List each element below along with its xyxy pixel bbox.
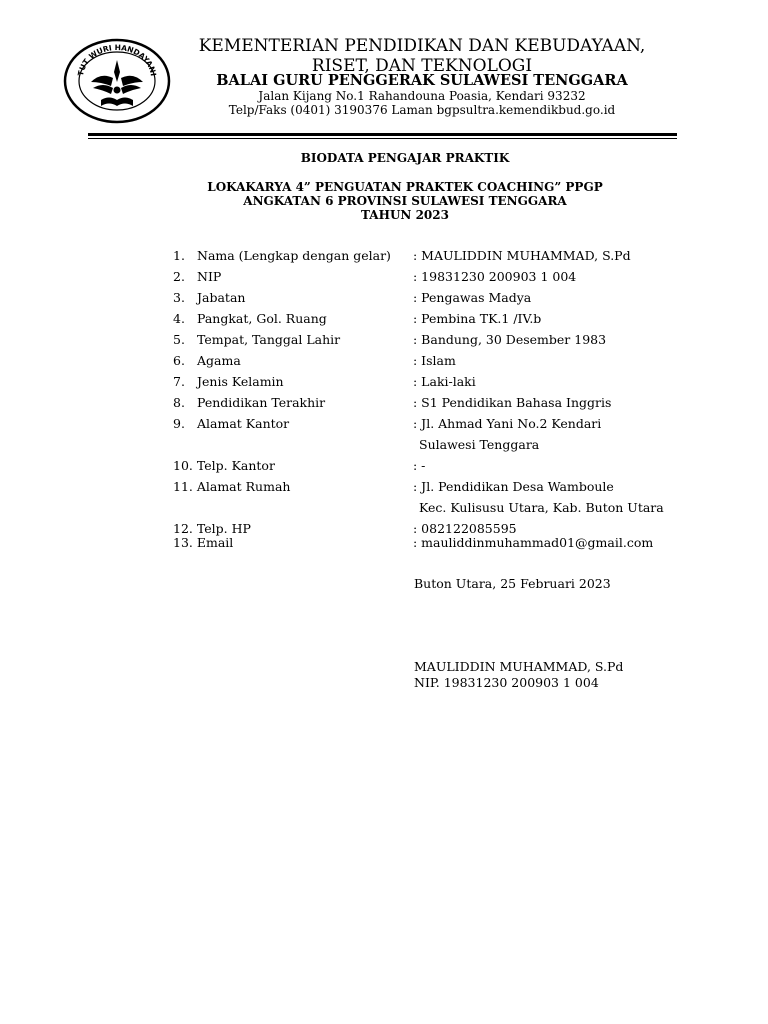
field-value: : 082122085595 xyxy=(413,521,517,536)
document-subtitle-2: ANGKATAN 6 PROVINSI SULAWESI TENGGARA xyxy=(243,194,567,208)
field-value: : 19831230 200903 1 004 xyxy=(413,269,577,284)
field-value: : Islam xyxy=(413,353,456,368)
ministry-line-2: RISET, DAN TEKNOLOGI xyxy=(311,56,533,76)
field-value: : MAULIDDIN MUHAMMAD, S.Pd xyxy=(413,248,631,263)
field-value: : Jl. Pendidikan Desa Wamboule xyxy=(413,479,614,494)
field-number: 8. xyxy=(173,395,185,410)
field-label: Jenis Kelamin xyxy=(197,374,284,389)
field-number: 3. xyxy=(173,290,185,305)
field-label: 12. Telp. HP xyxy=(173,521,251,536)
tut-wuri-handayani-logo xyxy=(63,38,171,124)
field-label: Alamat Kantor xyxy=(197,416,290,431)
field-number: 1. xyxy=(173,248,185,263)
field-value: : - xyxy=(413,458,426,473)
field-value: : Jl. Ahmad Yani No.2 Kendari xyxy=(413,416,602,431)
field-value: : Pembina TK.1 /IV.b xyxy=(413,311,542,326)
institution-address: Jalan Kijang No.1 Rahandouna Poasia, Kendari 93232 xyxy=(258,89,586,103)
letterhead-rule-thick xyxy=(88,133,677,136)
field-number: 7. xyxy=(173,374,185,389)
signature-name: MAULIDDIN MUHAMMAD, S.Pd xyxy=(414,659,624,674)
field-label: 11. Alamat Rumah xyxy=(173,479,291,494)
field-number: 9. xyxy=(173,416,185,431)
signature-nip: NIP. 19831230 200903 1 004 xyxy=(414,675,599,690)
field-label: Jabatan xyxy=(197,290,246,305)
institution-contact: Telp/Faks (0401) 3190376 Laman bgpsultra.kemendikbud.go.id xyxy=(228,103,616,117)
field-label: Nama (Lengkap dengan gelar) xyxy=(197,248,391,263)
field-label: 13. Email xyxy=(173,535,234,550)
ministry-line-1: KEMENTERIAN PENDIDIKAN DAN KEBUDAYAAN, xyxy=(198,36,646,56)
field-value: : Pengawas Madya xyxy=(413,290,532,305)
field-number: 5. xyxy=(173,332,185,347)
field-number: 4. xyxy=(173,311,185,326)
svg-text:TUT WURI HANDAYANI: TUT WURI HANDAYANI xyxy=(76,42,158,77)
field-value: : Laki-laki xyxy=(413,374,476,389)
field-label: 10. Telp. Kantor xyxy=(173,458,275,473)
document-subtitle-1: LOKAKARYA 4” PENGUATAN PRAKTEK COACHING” PPGP xyxy=(207,180,603,194)
field-value: : Bandung, 30 Desember 1983 xyxy=(413,332,607,347)
field-label: Pendidikan Terakhir xyxy=(197,395,326,410)
field-number: 2. xyxy=(173,269,185,284)
institution-name: BALAI GURU PENGGERAK SULAWESI TENGGARA xyxy=(216,72,628,89)
document-title: BIODATA PENGAJAR PRAKTIK xyxy=(300,151,510,165)
document-subtitle-3: TAHUN 2023 xyxy=(361,208,449,222)
field-label: Agama xyxy=(197,353,241,368)
field-number: 6. xyxy=(173,353,185,368)
field-label: Tempat, Tanggal Lahir xyxy=(197,332,341,347)
field-label: NIP xyxy=(197,269,222,284)
field-value: : S1 Pendidikan Bahasa Inggris xyxy=(413,395,612,410)
field-value: : mauliddinmuhammad01@gmail.com xyxy=(413,535,654,550)
signature-place-date: Buton Utara, 25 Februari 2023 xyxy=(414,576,611,591)
ministry-name xyxy=(182,36,662,76)
field-value-continuation: Sulawesi Tenggara xyxy=(419,437,540,452)
field-value-continuation: Kec. Kulisusu Utara, Kab. Buton Utara xyxy=(419,500,664,515)
letterhead-rule-thin xyxy=(88,138,677,139)
field-label: Pangkat, Gol. Ruang xyxy=(197,311,327,326)
